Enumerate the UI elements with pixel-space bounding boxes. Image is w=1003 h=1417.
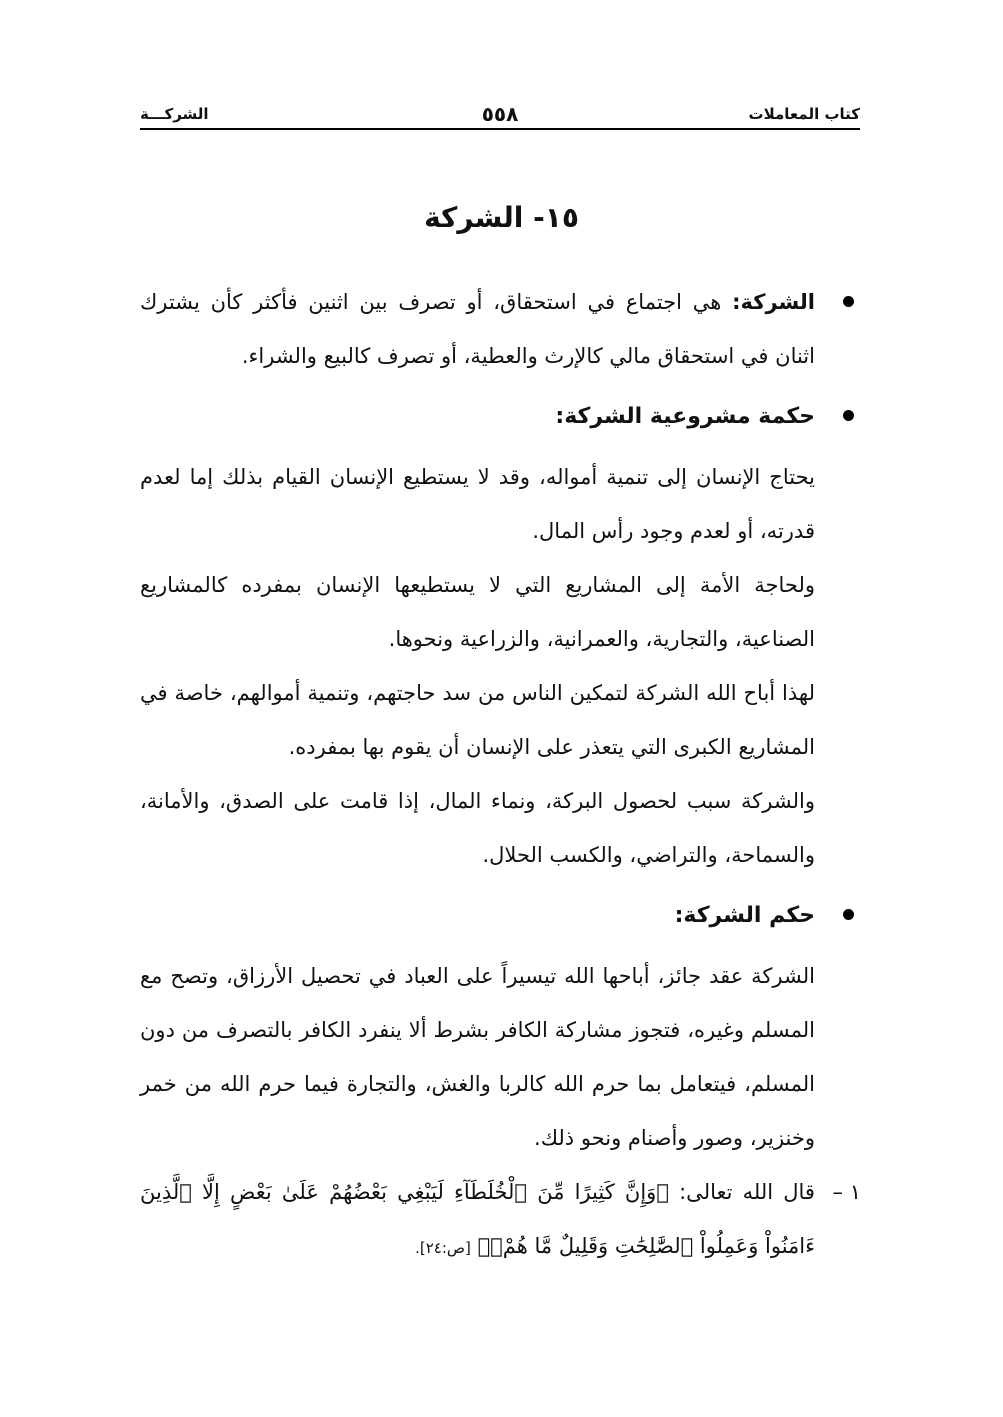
definition-term: الشركة:	[732, 290, 815, 314]
chapter-body	[140, 275, 861, 1275]
page-number: ٥٥٨	[481, 102, 519, 126]
definition-text: هي اجتماع في استحقاق، أو تصرف بين اثنين فأكثر كأن يشترك اثنان في استحقاق مالي كالإرث والعطية، أو تصرف كالبيع والشراء.	[140, 290, 815, 368]
paragraph: ولحاجة الأمة إلى المشاريع التي لا يستطيعها الإنسان بمفرده كالمشاريع الصناعية، والتجارية، والعمرانية، والزراعية ونحوها.	[140, 573, 815, 651]
bullet-icon	[843, 296, 854, 307]
running-header	[140, 96, 860, 130]
paragraph: الشركة عقد جائز، أباحها الله تيسيراً على العباد في تحصيل الأرزاق، وتصح مع المسلم وغيره، فتجوز مشاركة الكافر بشرط ألا ينفرد الكافر بالتصرف من دون المسلم، فيتعامل بما حرم الله كالربا والغش، والتجارة فيما حرم الله من خمر وخنزير، وصور وأصنام ونحو ذلك.	[140, 964, 815, 1150]
paragraph: لهذا أباح الله الشركة لتمكين الناس من سد حاجتهم، وتنمية أموالهم، خاصة في المشاريع الكبرى التي يتعذر على الإنسان أن يقوم بها بمفرده.	[140, 681, 815, 759]
section-heading-wisdom: حكمة مشروعية الشركة:	[555, 404, 815, 429]
paragraph: والشركة سبب لحصول البركة، ونماء المال، إذا قامت على الصدق، والأمانة، والسماحة، والتراضي، والكسب الحلال.	[140, 789, 815, 867]
book-title: كتاب المعاملات	[748, 105, 860, 123]
bullet-icon	[843, 410, 854, 421]
verse-reference: [ص:٢٤].	[415, 1239, 471, 1257]
bullet-icon	[843, 909, 854, 920]
quran-verse: ﴿وَإِنَّ كَثِيرًا مِّنَ ٱلْخُلَطَآءِ لَيَبْغِي بَعْضُهُمْ عَلَىٰ بَعْضٍ إِلَّا ٱلَّذِينَ ءَامَنُواْ وَعَمِلُواْ ٱلصَّٰلِحَٰتِ وَقَلِيلٌ مَّا هُمْۗ﴾	[140, 1180, 815, 1258]
chapter-heading: ١٥- الشركة	[424, 201, 579, 234]
evidence-number: ١ –	[832, 1180, 861, 1204]
ruling-heading-bullet	[140, 888, 815, 943]
section-heading-ruling: حكم الشركة:	[674, 903, 815, 928]
evidence-item	[140, 1165, 861, 1275]
definition-bullet	[140, 275, 815, 383]
chapter-title: الشركـــة	[140, 105, 209, 123]
wisdom-heading-bullet	[140, 389, 815, 444]
paragraph: يحتاج الإنسان إلى تنمية أمواله، وقد لا يستطيع الإنسان القيام بذلك إما لعدم قدرته، أو لعدم وجود رأس المال.	[140, 465, 815, 543]
evidence-intro: قال الله تعالى:	[679, 1180, 815, 1204]
